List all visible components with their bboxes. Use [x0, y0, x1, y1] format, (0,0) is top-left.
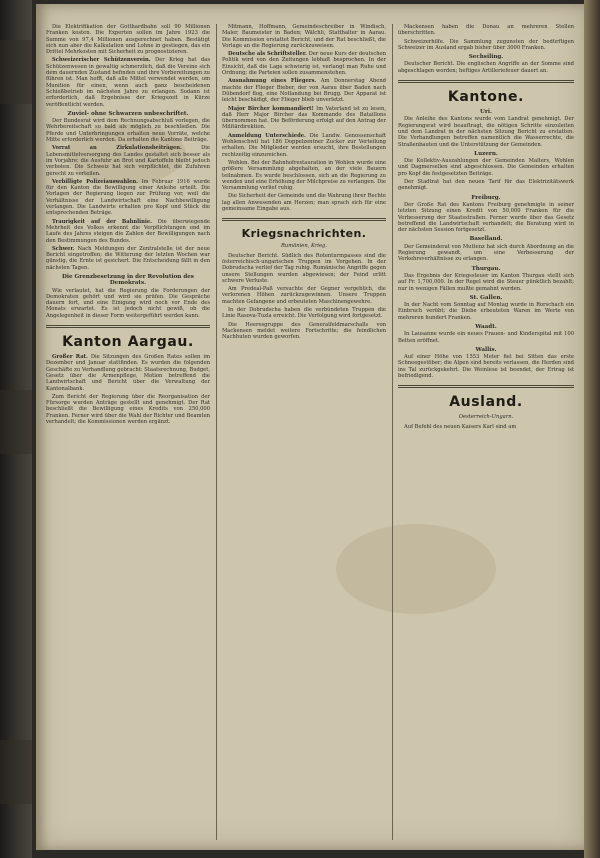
column-right	[398, 24, 574, 840]
section-heading: Kriegsnachrichten.	[241, 227, 367, 241]
article-text: Das Ergebnis der Kriegssteuer im Kanton Thurgau stellt sich auf Fr. 1,700,000. In der Regel wird die Steuer pünktlich bezahlt; nur in wenigen Fällen mußte gemahnt werden.	[398, 272, 574, 292]
section-heading: Kanton Aargau.	[62, 334, 194, 351]
article-text: Die Heeresgruppe des Generalfeldmarschalls von Mackensen meldet weitere Fortschritte; die feindlichen Nachhuten wurden geworfen.	[222, 321, 386, 341]
article-headline: Luzern.	[474, 150, 498, 157]
article-text: Die Landw. Genossenschaft Wohlenschwil hat 186 Doppelzentner Zucker zur Verteilung erhalten. Die Mitglieder werden ersucht, ihre Bestellungen rechtzeitig einzureichen.	[222, 132, 386, 158]
article-headline: Ausnahmung eines Fliegers.	[228, 78, 317, 85]
article-text: Die überwiegende Mehrheit des Volkes erkennt die Verpflichtungen und im Laufe des Jahres steigen die Zahlen der Bewilligungen nach den Bestimmungen des Bundes.	[46, 218, 210, 244]
newspaper-page	[36, 4, 584, 850]
article-text: Der Krieg hat das Schützenwesen in gewaltig schmerzlich, daß die Vereine sich dem dauernden Zustand befinden und ihre Vorbereitungen zu führen ist. Man hofft, daß alle Mittel verwendet werden, um Munition für einen, wenn auch ganz bescheidenen Schießbetrieb im nächsten Jahre zu erlangen. Sodann ist erforderlich, daß Ergebnisse der Kriegszeit in Kürze veröffentlicht werden.	[46, 57, 210, 108]
article-text: Im Vaterland ist zu lesen, daß Herr Major Bircher das Kommando des Bataillons übernommen hat. Die Beförderung erfolgt auf den Antrag der Militärdirektion.	[222, 105, 386, 131]
article-text: Wohlen. Bei der Bahnhofrestauration in Wohlen wurde eine größere Versammlung abgehalten, an der viele Bauern teilnahmen. Es wurde beschlossen, sich an die Regierung zu wenden und eine Erhöhung der Milchpreise zu verlangen. Die Versammlung verlief ruhig.	[222, 159, 386, 192]
binding-band	[0, 390, 32, 454]
section-divider	[222, 218, 386, 221]
article-text: Der Gemeinderat von Muttenz hat sich durch Abordnung an die Regierung gewandt, um eine Verbesserung der Verkehrsverhältnisse zu erlangen.	[398, 243, 574, 263]
article-headline: St. Gallen.	[469, 294, 503, 301]
article-text: Zum Bericht der Regierung über die Reorganisation der Fürsorge wurden Anträge gestellt und genehmigt. Der Rat beschließt die Bewilligung eines Kredits von 250,000 Franken. Ferner wird über die Wahl der Richter und Beamten verhandelt; die Kommissionen werden ergänzt.	[46, 393, 210, 426]
article-headline: Uri.	[480, 109, 492, 116]
column-rule	[392, 24, 393, 840]
article-text: Auf einer Höhe von 1553 Meter fiel bei Sitten das erste Schneegestöber; die Alpen sind bereits verlassen, die Herden sind ins Tal zurückgekehrt. Die Weinlese ist beendet, der Ertrag ist befriedigend.	[398, 354, 574, 380]
article-headline: Wallis.	[475, 346, 497, 353]
article-headline: Freiburg.	[471, 194, 501, 201]
article-text: Der Bundesrat wird dem Rechnungsabschluß vorlegen, die Wehrbereitschaft so bald als möglich zu beschließen. Die Pferde und Unterbringungen erhalten neue Vorräte, welche Mitte erforderlich werden. Da erhalten die Kantone Beiträge.	[46, 118, 210, 144]
dateline: Oesterreich-Ungarn.	[458, 414, 514, 421]
article-headline: Sechsiling.	[468, 54, 504, 61]
article-text: In der Dobrudscha haben die verbündeten Truppen die Linie Rasova-Tuzla erreicht. Die Verfolgung wird fortgesetzt.	[222, 306, 386, 320]
article-headline: Verbilligte Polizeiauswahlen.	[52, 178, 138, 185]
dateline: Rumänien, Krieg.	[280, 243, 328, 250]
article-text: Deutscher Bericht. Südlich des Rotenturmpasses sind die österreichisch-ungarischen Truppen im Vorgehen. In der Dobrudscha verlief der Tag ruhig. Rumänische Angriffe gegen unsere Stellungen wurden abgewiesen; der Feind erlitt schwere Verluste.	[222, 252, 386, 284]
section-divider	[398, 80, 574, 83]
article-headline: Schwer.	[52, 245, 75, 252]
article-text: Die Sitzungen des Großen Rates sollen im Dezember und Januar stattfinden. Es wurden die folgenden Geschäfte zu Verhandlung gebracht: Staatsrechnung, Budget, Gesetz über die Armenpflege, Motion betreffend die Landwirtschaft und Bericht über die Verwaltung der Kantonalbank.	[46, 354, 210, 392]
section-divider	[46, 325, 210, 328]
column-left	[46, 24, 210, 840]
article-text: Der Große Rat des Kantons Freiburg genehmigte in seiner letzten Sitzung einen Kredit von 50,000 Franken für die Verbesserung der Staatsstraßen. Ferner wurde über das Gesetz betreffend die Landwirtschaft verhandelt; die Beratung wird in der nächsten Session fortgesetzt.	[398, 201, 574, 234]
article-text: Am Predeal-Paß versuchte der Gegner vergeblich, die verlorenen Höhen zurückzugewinnen. Unsere Truppen machten Gefangene und erbeuteten Maschinengewehre.	[222, 286, 386, 305]
article-headline: Waadt.	[475, 323, 497, 330]
page-stack-edge	[584, 0, 600, 858]
article-headline: Major Bircher kommandiert!	[228, 105, 314, 112]
binding-band	[0, 40, 32, 104]
article-text: Wie verlautet, hat die Regierung die Forderungen der Demokraten gehört und wird sie prüfen. Die Gespräche dauern fort, und eine Einigung wird noch vor Ende des Monats erwartet. Es ist jedoch nicht gewiß, ob die Angelegenheit in dieser Form weitergeführt werden kann.	[46, 287, 210, 319]
binding-band	[0, 740, 32, 804]
section-heading: Ausland.	[449, 394, 523, 411]
article-text: Schweizerhilfe. Die Sammlung zugunsten der bedürftigen Schweizer im Ausland ergab bisher über 3000 Franken.	[398, 38, 574, 51]
article-headline: Zuviel- ohne Schwarzen unbeschriftet.	[67, 110, 189, 117]
article-text: In Lausanne wurde ein neues Frauen- und Kinderspital mit 100 Betten eröffnet.	[398, 331, 574, 344]
article-headline: Anmeldung Unterschiede.	[228, 132, 306, 139]
article-text: Auf Befehl des neuen Kaisers Karl sind am	[404, 423, 517, 430]
article-text: Die Elektrifikation der Gotthardbahn soll 90 Millionen Franken kosten. Die Experten sollen im Jahre 1923 die Summe von 97,4 Millionen ausgerechnet haben. Bestätigt sich nun aber die Kalkulation und Lohne in gestiegen, das ein Drittel Mehrkosten mit Sicherheit zu prognostizieren.	[46, 24, 210, 56]
article-headline: Großer Rat.	[52, 354, 88, 361]
article-text: Im Februar 1916 wurde für den Kanton die Bewilligung einer Anleihe erteilt. Die Vorlagen der Regierung liegen zur Prüfung vor, weil die Verhältnisse der Landwirtschaft eine Nachbewilligung verlangen. Die Landwirte erhalten pro Kopf und Stück die entsprechenden Beträge.	[46, 178, 210, 217]
article-headline: Die Grenzbesetzung in der Revolution des Demokrats.	[62, 273, 194, 287]
article-text: In der Nacht vom Sonntag auf Montag wurde in Rorschach ein Einbruch verübt; die Diebe erbeuteten Waren im Werte von mehreren hundert Franken.	[398, 302, 574, 321]
article-headline: Deutsche als Schriftsteller.	[228, 51, 307, 58]
book-binding	[0, 0, 32, 858]
column-rule	[216, 24, 217, 840]
article-text: Der Stadtrat hat den neuen Tarif für das Elektrizitätswerk genehmigt.	[398, 179, 574, 192]
article-text: Die Lebensmittelversorgung des Landes gestaltet sich besser als im Vorjahre; die Ausfuhr an Brot und Kartoffeln bleibt jedoch verboten. Die Schweiz hat sich verpflichtet, die Zufuhren gerecht zu verteilen.	[46, 145, 210, 177]
section-divider	[398, 385, 574, 388]
article-text: Die Kollektiv-Auszahlungen der Gemeinden Malters, Wohlen und Dagmersellen sind abgeschlossen. Die Gemeinden erhalten pro Kopf die festgesetzten Beiträge.	[398, 158, 574, 177]
article-text: Die Anleihe des Kantons wurde vom Landrat genehmigt. Der Regierungsrat wird beauftragt, die nötigen Schritte einzuleiten und dem Landrat in der nächsten Sitzung Bericht zu erstatten. Die Verhandlungen betreffen namentlich die Wasserrechte, die Straßenbauten und die Unterstützung der Gemeinden.	[398, 116, 574, 148]
article-text: Am Donnerstag Abend machte der Flieger Bieber, der von Aarau über Baden nach Dübendorf flog, eine Notlandung bei Brugg. Der Apparat ist leicht beschädigt, der Flieger blieb unverletzt.	[222, 78, 386, 104]
article-headline: Thurgau.	[471, 265, 501, 272]
article-text: Deutscher Bericht. Die englischen Angriffe an der Somme sind abgeschlagen worden; heftiges Artilleriefeuer dauert an.	[398, 61, 574, 74]
article-text: Der neue Kurs der deutschen Politik wird von den Zeitungen lebhaft besprochen. In der Einsicht, daß die Lage schwierig ist, verlangt man Ruhe und Ordnung; die Parteien sollen zusammenstehen.	[222, 51, 386, 77]
article-text: Die Sicherheit der Gemeinde und die Wahrung ihrer Rechte lag allen Anwesenden am Herzen; man sprach sich für eine gemeinsame Eingabe aus.	[222, 193, 386, 213]
section-heading: Kantone.	[447, 89, 525, 106]
article-headline: Traurigkeit auf der Bahnlinie.	[52, 218, 152, 225]
article-text: Mackensen haben die Donau an mehreren Stellen überschritten.	[398, 24, 574, 37]
article-headline: Baselland.	[469, 236, 503, 243]
article-headline: Schweizerischer Schützenverein.	[52, 57, 151, 64]
article-text: Mitmann, Hoffmann, Gemeindeschreiber in Windisch, Maler, Baumeister in Baden; Wälchli, Statthalter in Aarau. Die Kommission erstattet Bericht, und der Rat beschließt, die Vorlage an die Regierung zurückzuweisen.	[222, 24, 386, 49]
article-text: Nach Meldungen der Zentralstelle ist der neue Bericht eingetroffen; die Witterung der letzten Wochen war günstig, die Ernte ist gesichert. Die Entscheidung fällt in den nächsten Tagen.	[46, 245, 210, 271]
article-headline: Vorrat an Zirkulationsbeiträgen.	[52, 145, 182, 152]
column-middle	[222, 24, 386, 840]
